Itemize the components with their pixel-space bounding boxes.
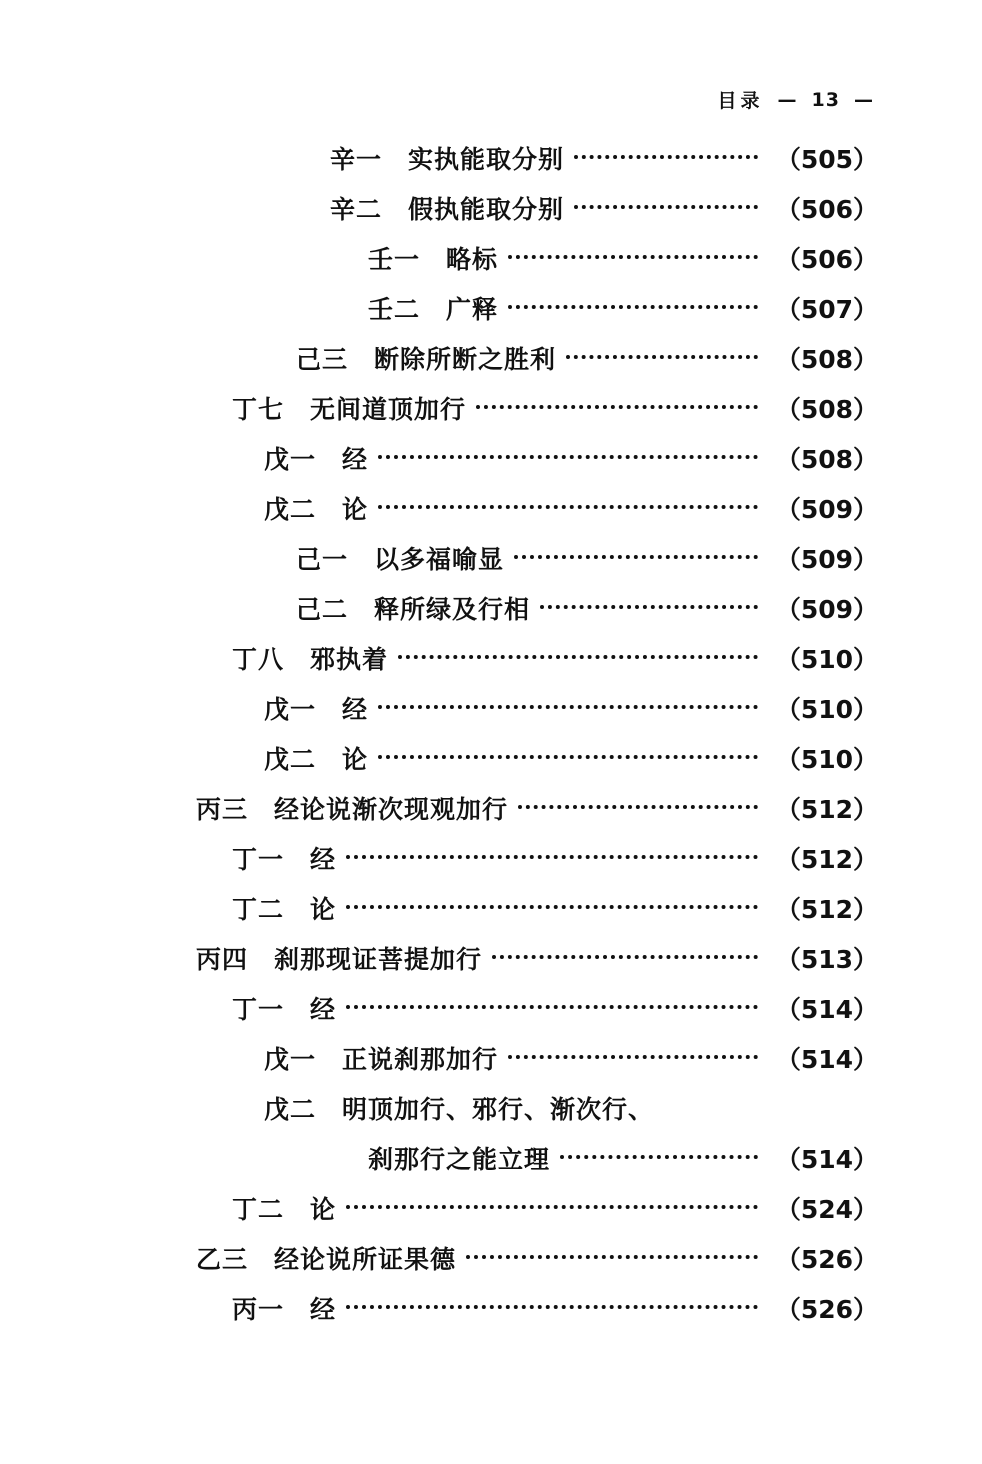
toc-entry-page: （508） — [775, 395, 878, 424]
toc-leader-dots — [346, 1193, 758, 1218]
toc-leader-dots — [664, 1093, 758, 1118]
toc-entry-label: 刹那行之能立理 — [368, 1145, 551, 1174]
toc-leader-dots — [346, 893, 758, 918]
toc-entry[interactable] — [0, 890, 982, 940]
toc-entry-label: 丁七 无间道顶加行 — [232, 395, 467, 424]
toc-leader-dots — [398, 643, 758, 668]
toc-entry-label: 己二 释所绿及行相 — [296, 595, 531, 624]
toc-entry-label: 丙一 经 — [232, 1295, 337, 1324]
toc-leader-dots — [508, 243, 758, 268]
toc-entry[interactable] — [0, 190, 982, 240]
running-header — [718, 86, 874, 113]
toc-entry-page: （508） — [775, 445, 878, 474]
toc-leader-dots — [346, 843, 758, 868]
toc-entry-page: （509） — [775, 495, 878, 524]
toc-entry-page: （510） — [775, 695, 878, 724]
toc-entry-page: （514） — [775, 1145, 878, 1174]
toc-entry-page: （524） — [775, 1195, 878, 1224]
toc-entry-page: （512） — [775, 895, 878, 924]
toc-leader-dots — [378, 443, 758, 468]
toc-entry-label: 戊二 论 — [264, 745, 369, 774]
toc-leader-dots — [378, 743, 758, 768]
header-page-number: 13 — [811, 88, 840, 111]
header-label: 目录 — [717, 90, 764, 112]
toc-entry-label: 乙三 经论说所证果德 — [196, 1245, 457, 1274]
toc-entry-page: （508） — [775, 345, 878, 374]
toc-entry-label: 丁八 邪执着 — [232, 645, 389, 674]
toc-entry-page: （514） — [775, 1045, 878, 1074]
toc-leader-dots — [518, 793, 758, 818]
toc-entry-label: 戊二 明顶加行、邪行、渐次行、 — [264, 1095, 655, 1124]
toc-entry-label: 壬二 广释 — [368, 295, 499, 324]
toc-leader-dots — [508, 293, 758, 318]
toc-entry-page: （506） — [775, 195, 878, 224]
toc-entry-page: （510） — [775, 745, 878, 774]
toc-entry[interactable] — [0, 240, 982, 290]
toc-entry[interactable] — [0, 1240, 982, 1290]
toc-leader-dots — [378, 493, 758, 518]
header-dash-right: — — [854, 88, 874, 111]
toc-entry[interactable] — [0, 390, 982, 440]
toc-entry-page: （509） — [775, 545, 878, 574]
toc-entry-label: 丁二 论 — [232, 895, 337, 924]
toc-leader-dots — [574, 143, 758, 168]
toc-entry-label: 丁二 论 — [232, 1195, 337, 1224]
toc-entry[interactable] — [0, 790, 982, 840]
toc-entry-page: （526） — [775, 1245, 878, 1274]
toc-entry-label: 戊一 正说刹那加行 — [264, 1045, 499, 1074]
toc-entry[interactable] — [0, 1140, 982, 1190]
toc-entry-label: 戊二 论 — [264, 495, 369, 524]
toc-leader-dots — [378, 693, 758, 718]
toc-entry-label: 丙三 经论说渐次现观加行 — [196, 795, 509, 824]
toc-entry-page: （505） — [775, 145, 878, 174]
toc-leader-dots — [540, 593, 758, 618]
toc-entry[interactable] — [0, 1190, 982, 1240]
toc-entry[interactable] — [0, 1290, 982, 1340]
toc-entry-label: 丁一 经 — [232, 845, 337, 874]
toc-entry-label: 辛二 假执能取分别 — [330, 195, 565, 224]
toc-leader-dots — [574, 193, 758, 218]
toc-entry-label: 壬一 略标 — [368, 245, 499, 274]
toc-leader-dots — [514, 543, 758, 568]
toc-leader-dots — [566, 343, 758, 368]
toc-entry-page: （526） — [775, 1295, 878, 1324]
toc-entry[interactable] — [0, 590, 982, 640]
table-of-contents — [0, 140, 982, 1340]
toc-entry-label: 辛一 实执能取分别 — [330, 145, 565, 174]
toc-entry[interactable] — [0, 290, 982, 340]
toc-entry[interactable] — [0, 940, 982, 990]
toc-entry[interactable] — [0, 540, 982, 590]
toc-entry-page: （513） — [775, 945, 878, 974]
toc-leader-dots — [508, 1043, 758, 1068]
toc-entry[interactable] — [0, 990, 982, 1040]
toc-leader-dots — [492, 943, 758, 968]
toc-leader-dots — [560, 1143, 758, 1168]
toc-leader-dots — [476, 393, 758, 418]
toc-entry-page: （512） — [775, 795, 878, 824]
toc-entry[interactable] — [0, 740, 982, 790]
toc-entry-label: 丁一 经 — [232, 995, 337, 1024]
toc-entry[interactable] — [0, 1090, 982, 1140]
toc-entry-page: （506） — [775, 245, 878, 274]
toc-entry-page: （510） — [775, 645, 878, 674]
toc-entry-label: 丙四 刹那现证菩提加行 — [196, 945, 483, 974]
toc-entry[interactable] — [0, 690, 982, 740]
toc-entry[interactable] — [0, 640, 982, 690]
toc-leader-dots — [346, 993, 758, 1018]
toc-entry-label: 己三 断除所断之胜利 — [296, 345, 557, 374]
toc-entry-page: （509） — [775, 595, 878, 624]
toc-entry-page: （514） — [775, 995, 878, 1024]
toc-leader-dots — [346, 1293, 758, 1318]
toc-entry[interactable] — [0, 340, 982, 390]
toc-entry[interactable] — [0, 440, 982, 490]
toc-entry[interactable] — [0, 840, 982, 890]
toc-entry[interactable] — [0, 490, 982, 540]
toc-leader-dots — [466, 1243, 758, 1268]
toc-entry-label: 己一 以多福喻显 — [296, 545, 505, 574]
toc-entry-label: 戊一 经 — [264, 695, 369, 724]
toc-entry[interactable] — [0, 1040, 982, 1090]
header-dash-left: — — [777, 88, 798, 111]
toc-entry-label: 戊一 经 — [264, 445, 369, 474]
toc-entry[interactable] — [0, 140, 982, 190]
toc-entry-page: （507） — [775, 295, 878, 324]
toc-entry-page: （512） — [775, 845, 878, 874]
